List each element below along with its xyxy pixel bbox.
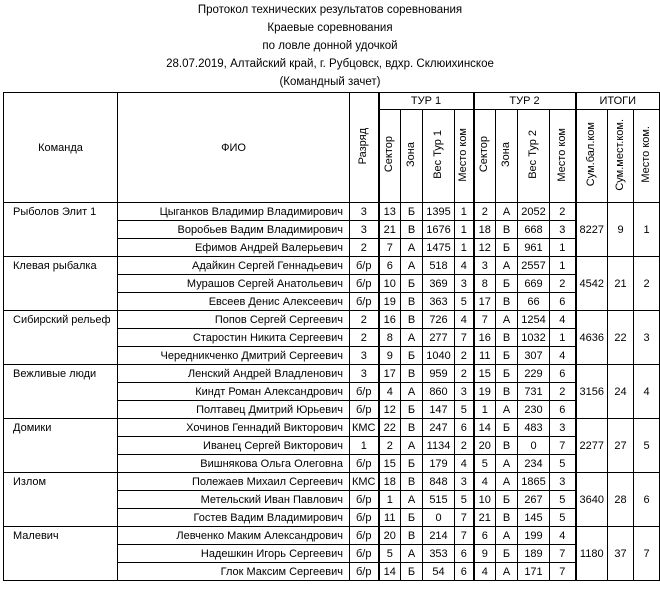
participant-name: Старостин Никита Сергеевич [118, 329, 350, 347]
t2-place-header [550, 110, 576, 203]
t1-weight: 860 [423, 383, 455, 401]
participant-rank: б/р [350, 491, 379, 509]
t2-place: 4 [550, 347, 576, 365]
t2-sector: 16 [474, 329, 496, 347]
col-rank-header [350, 93, 379, 203]
t2-sector: 7 [474, 311, 496, 329]
t1-weight: 515 [423, 491, 455, 509]
t2-place: 5 [550, 491, 576, 509]
t1-place: 1 [455, 203, 474, 221]
totals-header: ИТОГИ [576, 93, 660, 110]
t1-sector: 2 [379, 437, 401, 455]
t1-place: 6 [455, 563, 474, 581]
header-row-groups [4, 93, 660, 110]
t1-weight: 518 [423, 257, 455, 275]
participant-name: Чередникченко Дмитрий Сергеевич [118, 347, 350, 365]
t2-place: 7 [550, 437, 576, 455]
team-name: Вежливые люди [4, 365, 118, 419]
t2-sector-label: Сектор [478, 136, 491, 173]
t2-zone-header [496, 110, 518, 203]
team-final-place: 6 [634, 473, 660, 527]
t2-weight: 1032 [518, 329, 550, 347]
t2-weight: 1254 [518, 311, 550, 329]
t1-zone: В [401, 527, 423, 545]
participant-rank: 2 [350, 239, 379, 257]
t2-sector: 5 [474, 455, 496, 473]
t2-weight: 307 [518, 347, 550, 365]
participant-rank: 3 [350, 347, 379, 365]
team-name: Клевая рыбалка [4, 257, 118, 311]
participant-name: Полтавец Дмитрий Юрьевич [118, 401, 350, 419]
t1-weight: 147 [423, 401, 455, 419]
t2-place: 4 [550, 311, 576, 329]
t2-zone: А [496, 527, 518, 545]
t1-sector: 8 [379, 329, 401, 347]
participant-name: Метельский Иван Павлович [118, 491, 350, 509]
participant-rank: 3 [350, 203, 379, 221]
participant-rank: б/р [350, 563, 379, 581]
t1-weight: 369 [423, 275, 455, 293]
t2-zone: А [496, 473, 518, 491]
t2-weight: 171 [518, 563, 550, 581]
t2-place: 6 [550, 293, 576, 311]
t2-weight-label: Вес Тур 2 [527, 130, 539, 179]
table-row [4, 419, 660, 437]
t1-sector: 9 [379, 347, 401, 365]
sum-places-header [608, 110, 634, 203]
protocol-title: Протокол технических результатов соревнования [197, 4, 463, 16]
t1-weight: 277 [423, 329, 455, 347]
t2-zone: Б [496, 275, 518, 293]
participant-name: Ефимов Андрей Валерьевич [118, 239, 350, 257]
t1-weight: 54 [423, 563, 455, 581]
team-place-header [634, 110, 660, 203]
t1-place: 7 [455, 329, 474, 347]
t1-place: 6 [455, 545, 474, 563]
t1-weight: 247 [423, 419, 455, 437]
t1-place: 3 [455, 383, 474, 401]
t2-zone: А [496, 203, 518, 221]
t2-place: 3 [550, 419, 576, 437]
participant-name: Хочинов Геннадий Викторович [118, 419, 350, 437]
t2-place: 7 [550, 545, 576, 563]
competition-discipline: по ловле донной удочкой [262, 40, 398, 52]
t1-place: 4 [455, 257, 474, 275]
participant-name: Цыганков Владимир Владимирович [118, 203, 350, 221]
participant-name: Надешкин Игорь Сергеевич [118, 545, 350, 563]
t1-sector: 6 [379, 257, 401, 275]
t1-zone: Б [401, 401, 423, 419]
participant-name: Вишнякова Ольга Олеговна [118, 455, 350, 473]
t2-zone: В [496, 293, 518, 311]
t1-weight-header [423, 110, 455, 203]
t1-weight: 214 [423, 527, 455, 545]
t1-weight: 1676 [423, 221, 455, 239]
participant-rank: б/р [350, 509, 379, 527]
participant-rank: 3 [350, 221, 379, 239]
team-sum-points: 8227 [576, 203, 608, 257]
t1-place: 6 [455, 419, 474, 437]
team-place-label: Место ком. [640, 126, 652, 183]
t2-place-label: Место ком [555, 127, 568, 182]
t2-zone: В [496, 383, 518, 401]
t2-sector: 20 [474, 437, 496, 455]
sum-points-label: Сум.бал.ком [585, 122, 598, 187]
participant-rank: б/р [350, 383, 379, 401]
competition-date-place: 28.07.2019, Алтайский край, г. Рубцовск, вдхр. Склюихинское [166, 58, 494, 70]
t2-weight: 0 [518, 437, 550, 455]
team-final-place: 3 [634, 311, 660, 365]
participant-rank: б/р [350, 401, 379, 419]
t1-sector: 7 [379, 239, 401, 257]
t2-zone: Б [496, 545, 518, 563]
t2-place: 2 [550, 383, 576, 401]
team-name: Сибирский рельеф [4, 311, 118, 365]
t1-weight: 848 [423, 473, 455, 491]
t2-sector: 10 [474, 491, 496, 509]
t2-sector: 2 [474, 203, 496, 221]
team-sum-places: 28 [608, 473, 634, 527]
t2-zone: В [496, 437, 518, 455]
t1-place: 4 [455, 311, 474, 329]
t2-place: 3 [550, 221, 576, 239]
t2-weight: 189 [518, 545, 550, 563]
t2-zone: Б [496, 239, 518, 257]
participant-rank: 3 [350, 365, 379, 383]
t2-zone: А [496, 401, 518, 419]
t1-place: 3 [455, 473, 474, 491]
results-table [3, 92, 660, 581]
t2-sector: 12 [474, 239, 496, 257]
t1-zone: Б [401, 509, 423, 527]
participant-rank: КМС [350, 473, 379, 491]
t2-weight: 668 [518, 221, 550, 239]
col-team-header: Команда [4, 93, 118, 203]
t1-weight: 1395 [423, 203, 455, 221]
t2-weight: 234 [518, 455, 550, 473]
t1-zone: Б [401, 563, 423, 581]
t2-sector: 21 [474, 509, 496, 527]
participant-name: Киндт Роман Александрович [118, 383, 350, 401]
t2-sector: 1 [474, 401, 496, 419]
t1-zone-header [401, 110, 423, 203]
t2-sector: 8 [474, 275, 496, 293]
participant-rank: б/р [350, 527, 379, 545]
t2-place: 1 [550, 239, 576, 257]
t1-sector: 5 [379, 545, 401, 563]
team-sum-places: 21 [608, 257, 634, 311]
table-row [4, 311, 660, 329]
t2-zone: А [496, 257, 518, 275]
t1-zone: А [401, 383, 423, 401]
t1-weight: 179 [423, 455, 455, 473]
t1-zone: А [401, 239, 423, 257]
participant-rank: 1 [350, 437, 379, 455]
team-final-place: 7 [634, 527, 660, 581]
t1-zone: А [401, 491, 423, 509]
t1-weight: 1475 [423, 239, 455, 257]
t1-zone: А [401, 437, 423, 455]
tour1-header: ТУР 1 [379, 93, 474, 110]
t2-weight: 66 [518, 293, 550, 311]
t1-place: 1 [455, 239, 474, 257]
t2-weight: 2052 [518, 203, 550, 221]
participant-name: Левченко Маким Александрович [118, 527, 350, 545]
t1-weight: 353 [423, 545, 455, 563]
t2-sector: 18 [474, 221, 496, 239]
t2-place: 5 [550, 455, 576, 473]
t1-weight: 726 [423, 311, 455, 329]
t2-zone: А [496, 563, 518, 581]
participant-rank: 2 [350, 311, 379, 329]
t2-weight: 199 [518, 527, 550, 545]
t1-zone: А [401, 329, 423, 347]
t2-place: 2 [550, 203, 576, 221]
t2-weight: 483 [518, 419, 550, 437]
t2-place: 1 [550, 329, 576, 347]
team-name: Малевич [4, 527, 118, 581]
t1-zone: Б [401, 347, 423, 365]
t2-place: 2 [550, 275, 576, 293]
t2-zone: В [496, 329, 518, 347]
t2-place: 1 [550, 257, 576, 275]
team-sum-points: 3156 [576, 365, 608, 419]
t2-sector: 14 [474, 419, 496, 437]
participant-name: Попов Сергей Сергеевич [118, 311, 350, 329]
t2-zone: Б [496, 491, 518, 509]
t1-place: 5 [455, 401, 474, 419]
team-name: Излом [4, 473, 118, 527]
participant-rank: 2 [350, 329, 379, 347]
t2-zone: Б [496, 365, 518, 383]
t1-sector-header [379, 110, 401, 203]
t2-sector: 15 [474, 365, 496, 383]
col-fio-header: ФИО [118, 93, 350, 203]
participant-rank: б/р [350, 455, 379, 473]
participant-name: Евсеев Денис Алексеевич [118, 293, 350, 311]
team-sum-points: 2277 [576, 419, 608, 473]
t1-zone-label: Зона [405, 142, 417, 167]
sum-points-header [576, 110, 608, 203]
t1-sector: 16 [379, 311, 401, 329]
participant-name: Мурашов Сергей Анатольевич [118, 275, 350, 293]
t2-zone-label: Зона [500, 142, 512, 167]
standings-type: (Командный зачет) [279, 76, 381, 88]
team-sum-points: 4636 [576, 311, 608, 365]
t1-sector: 14 [379, 563, 401, 581]
t1-zone: Б [401, 455, 423, 473]
team-final-place: 2 [634, 257, 660, 311]
participant-rank: б/р [350, 293, 379, 311]
t2-place: 4 [550, 527, 576, 545]
t2-sector: 3 [474, 257, 496, 275]
t2-weight: 961 [518, 239, 550, 257]
sum-places-label: Сум.мест.ком. [614, 118, 626, 191]
t1-place: 5 [455, 293, 474, 311]
t2-sector: 6 [474, 527, 496, 545]
t2-zone: В [496, 221, 518, 239]
t1-zone: А [401, 545, 423, 563]
t2-place: 6 [550, 401, 576, 419]
col-rank-label: Разряд [357, 127, 370, 165]
team-name: Рыболов Элит 1 [4, 203, 118, 257]
t1-weight-label: Вес Тур 1 [432, 130, 444, 179]
t1-sector: 13 [379, 203, 401, 221]
t2-place: 3 [550, 473, 576, 491]
team-sum-points: 1180 [576, 527, 608, 581]
t2-weight: 2557 [518, 257, 550, 275]
participant-name: Гостев Вадим Владимирович [118, 509, 350, 527]
team-sum-places: 9 [608, 203, 634, 257]
t2-sector-header [474, 110, 496, 203]
t2-zone: Б [496, 347, 518, 365]
t1-place: 3 [455, 275, 474, 293]
team-final-place: 1 [634, 203, 660, 257]
t2-zone: В [496, 509, 518, 527]
t2-weight-header [518, 110, 550, 203]
team-final-place: 4 [634, 365, 660, 419]
participant-rank: КМС [350, 419, 379, 437]
table-row [4, 527, 660, 545]
participant-name: Адайкин Сергей Геннадьевич [118, 257, 350, 275]
table-row [4, 365, 660, 383]
team-name: Домики [4, 419, 118, 473]
t2-weight: 230 [518, 401, 550, 419]
t2-sector: 4 [474, 563, 496, 581]
t2-sector: 9 [474, 545, 496, 563]
t2-weight: 1865 [518, 473, 550, 491]
table-row [4, 203, 660, 221]
t1-sector: 21 [379, 221, 401, 239]
participant-rank: б/р [350, 275, 379, 293]
t1-zone: В [401, 311, 423, 329]
t1-zone: А [401, 257, 423, 275]
t1-weight: 1134 [423, 437, 455, 455]
t1-sector: 19 [379, 293, 401, 311]
t1-sector: 12 [379, 401, 401, 419]
t1-sector: 11 [379, 509, 401, 527]
t1-zone: В [401, 293, 423, 311]
team-sum-points: 3640 [576, 473, 608, 527]
t1-weight: 1040 [423, 347, 455, 365]
t2-weight: 267 [518, 491, 550, 509]
t2-weight: 669 [518, 275, 550, 293]
t1-weight: 959 [423, 365, 455, 383]
participant-rank: б/р [350, 545, 379, 563]
t1-place: 2 [455, 437, 474, 455]
participant-name: Воробьев Вадим Владимирович [118, 221, 350, 239]
table-row [4, 257, 660, 275]
team-sum-places: 37 [608, 527, 634, 581]
table-row [4, 473, 660, 491]
participant-rank: б/р [350, 257, 379, 275]
t1-sector: 22 [379, 419, 401, 437]
t1-weight: 363 [423, 293, 455, 311]
t2-weight: 731 [518, 383, 550, 401]
team-sum-places: 22 [608, 311, 634, 365]
t1-place: 2 [455, 365, 474, 383]
t1-zone: В [401, 473, 423, 491]
t1-place-header [455, 110, 474, 203]
t2-zone: Б [496, 419, 518, 437]
team-sum-points: 4542 [576, 257, 608, 311]
t1-zone: В [401, 419, 423, 437]
t2-sector: 17 [474, 293, 496, 311]
team-sum-places: 27 [608, 419, 634, 473]
t2-zone: А [496, 311, 518, 329]
t2-place: 7 [550, 563, 576, 581]
competition-name: Краевые соревнования [267, 22, 393, 34]
t1-sector: 20 [379, 527, 401, 545]
team-sum-places: 24 [608, 365, 634, 419]
t1-sector: 1 [379, 491, 401, 509]
t2-place: 6 [550, 365, 576, 383]
t1-sector: 4 [379, 383, 401, 401]
t1-zone: Б [401, 275, 423, 293]
t2-weight: 145 [518, 509, 550, 527]
participant-name: Ленский Андрей Владленович [118, 365, 350, 383]
t1-sector-label: Сектор [383, 136, 396, 173]
t1-zone: В [401, 221, 423, 239]
t1-weight: 0 [423, 509, 455, 527]
t1-place: 4 [455, 455, 474, 473]
participant-name: Глок Максим Сергеевич [118, 563, 350, 581]
t1-sector: 15 [379, 455, 401, 473]
t1-sector: 10 [379, 275, 401, 293]
t1-place: 5 [455, 491, 474, 509]
participant-name: Полежаев Михаил Сергеевич [118, 473, 350, 491]
t1-sector: 17 [379, 365, 401, 383]
t2-place: 5 [550, 509, 576, 527]
t2-sector: 4 [474, 473, 496, 491]
t2-zone: А [496, 455, 518, 473]
t1-sector: 18 [379, 473, 401, 491]
participant-name: Иванец Сергей Викторович [118, 437, 350, 455]
t1-place-label: Место ком [457, 127, 470, 182]
t1-place: 1 [455, 221, 474, 239]
t2-weight: 229 [518, 365, 550, 383]
t1-place: 7 [455, 527, 474, 545]
t1-place: 2 [455, 347, 474, 365]
t2-sector: 19 [474, 383, 496, 401]
t1-zone: В [401, 365, 423, 383]
t2-sector: 11 [474, 347, 496, 365]
tour2-header: ТУР 2 [474, 93, 576, 110]
t1-place: 7 [455, 509, 474, 527]
team-final-place: 5 [634, 419, 660, 473]
t1-zone: Б [401, 203, 423, 221]
